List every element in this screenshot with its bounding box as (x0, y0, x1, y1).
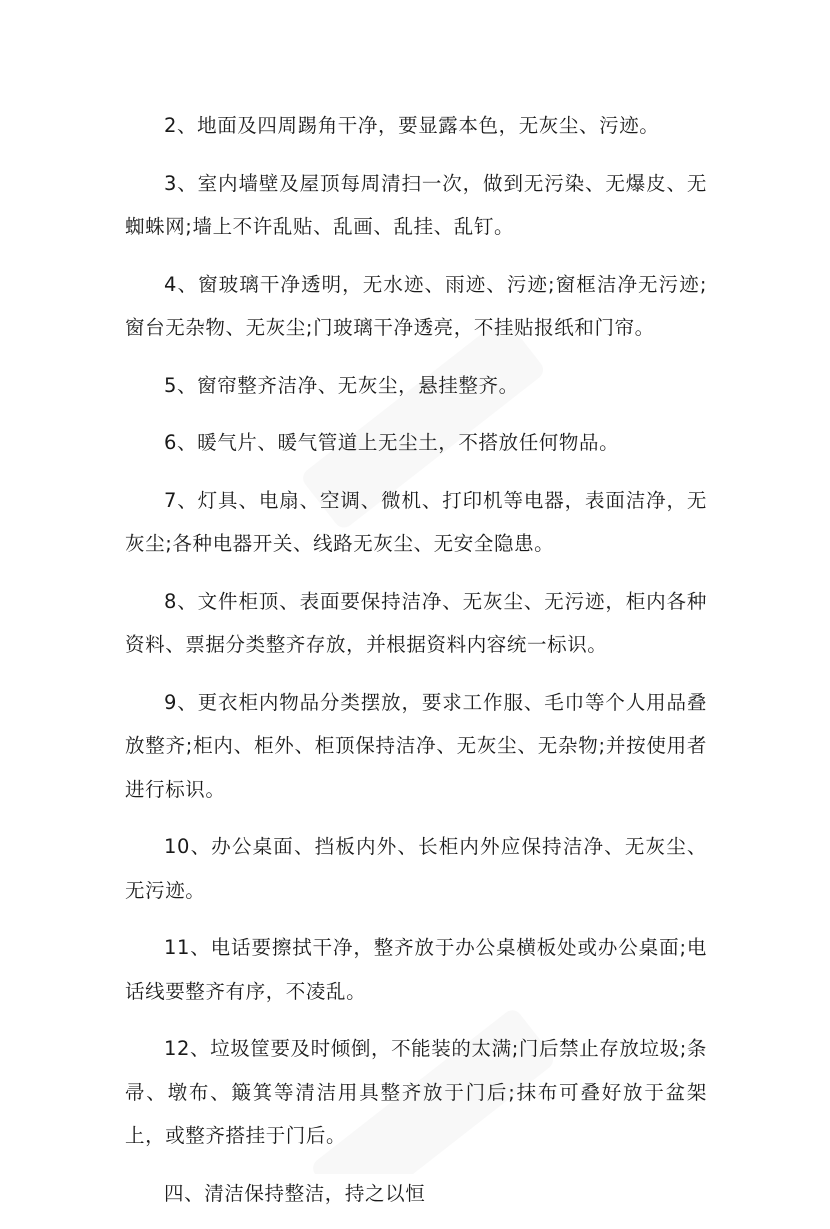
paragraph-item-6: 6、暖气片、暖气管道上无尘土，不搭放任何物品。 (164, 431, 620, 454)
paragraph-item-10: 10、办公桌面、挡板内外、长柜内外应保持洁净、无灰尘、无污迹。 (125, 835, 707, 902)
paragraph-item-7: 7、灯具、电扇、空调、微机、打印机等电器，表面洁净，无灰尘;各种电器开关、线路无灰尘、无安全隐患。 (125, 488, 707, 555)
paragraph-item-2: 2、地面及四周踢角干净，要显露本色，无灰尘、污迹。 (164, 114, 660, 137)
section-heading-4: 四、清洁保持整洁，持之以恒 (164, 1181, 426, 1205)
document-body (125, 104, 707, 1229)
paragraph-item-4: 4、窗玻璃干净透明，无水迹、雨迹、污迹;窗框洁净无污迹;窗台无杂物、无灰尘;门玻璃干净透亮，不挂贴报纸和门帘。 (125, 272, 707, 339)
paragraph-item-12: 12、垃圾筐要及时倾倒，不能装的太满;门后禁止存放垃圾;条帚、墩布、簸箕等清洁用具整齐放于门后;抹布可叠好放于盆架上，或整齐搭挂于门后。 (125, 1037, 707, 1147)
paragraph-item-3: 3、室内墙壁及屋顶每周清扫一次，做到无污染、无爆皮、无蜘蛛网;墙上不许乱贴、乱画、乱挂、乱钉。 (125, 171, 707, 238)
paragraph-item-5: 5、窗帘整齐洁净、无灰尘，悬挂整齐。 (164, 373, 519, 397)
paragraph-item-9: 9、更衣柜内物品分类摆放，要求工作服、毛巾等个人用品叠放整齐;柜内、柜外、柜顶保持洁净、无灰尘、无杂物;并按使用者进行标识。 (125, 690, 707, 801)
paragraph-item-11: 11、电话要擦拭干净，整齐放于办公桌横板处或办公桌面;电话线要整齐有序，不凌乱。 (125, 936, 707, 1003)
paragraph-item-8: 8、文件柜顶、表面要保持洁净、无灰尘、无污迹，柜内各种资料、票据分类整齐存放，并根据资料内容统一标识。 (125, 589, 707, 656)
